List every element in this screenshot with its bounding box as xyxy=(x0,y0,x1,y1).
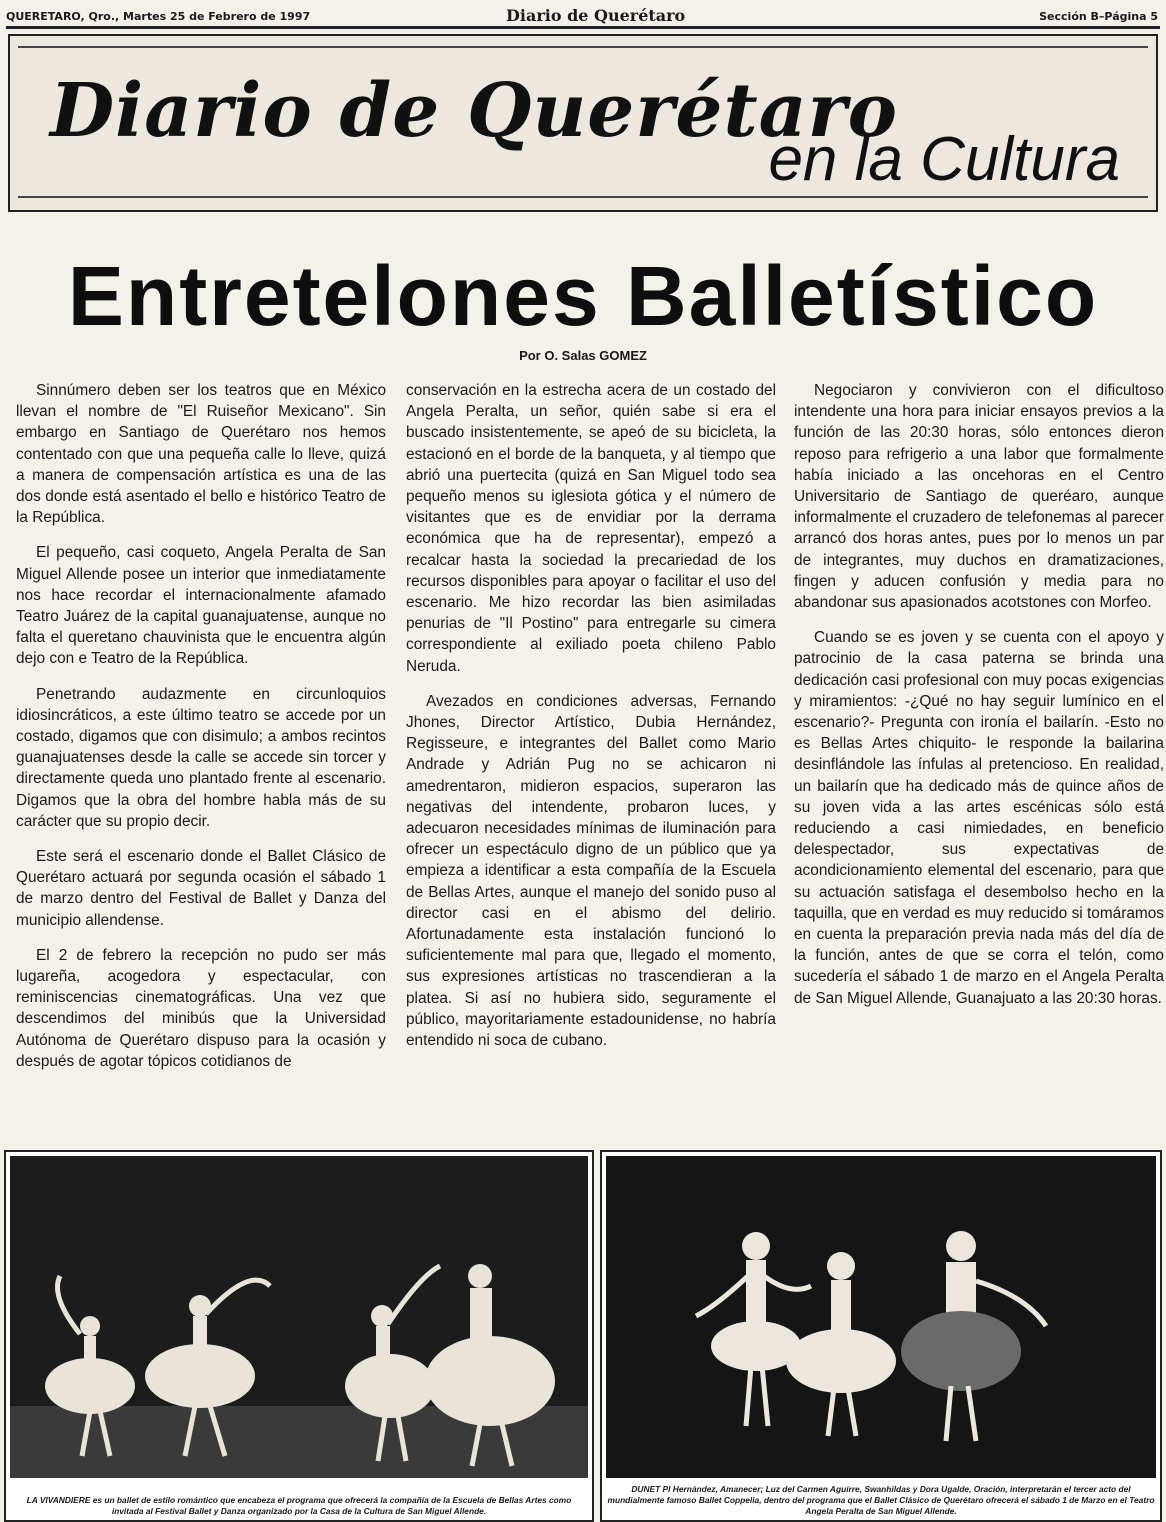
location-date: QUERETARO, Qro., Martes 25 de Febrero de 1997 xyxy=(6,10,311,23)
photo-vivandiere xyxy=(4,1150,594,1522)
photo-coppelia xyxy=(600,1150,1162,1522)
paragraph: El pequeño, casi coqueto, Angela Peralta de San Miguel Allende posee un interior que inmediatamente nos hace recordar el internacionalmente afamado Teatro Juárez de la capital guanajuatense, aunque no falta el queretano chauvinista que le encuentra algún dejo con e Teatro de la República. xyxy=(16,544,386,668)
article-column-2 xyxy=(406,380,776,1065)
paragraph: Sinnúmero deben ser los teatros que en México llevan el nombre de "El Ruiseñor Mexicano". Sin embargo en Santiago de Querétaro nos hemos contentado con que una pequeña calle lo lleve, quizá a manera de compensación artística es una de las dos donde está asentado el bello e histórico Teatro de la República. xyxy=(16,382,386,527)
headline: Entretelones Balletístico xyxy=(67,249,1099,343)
page-header xyxy=(6,6,1160,28)
article-column-3 xyxy=(794,380,1164,1023)
section-page: Sección B–Página 5 xyxy=(1039,10,1158,23)
paragraph: Avezados en condiciones adversas, Fernando Jhones, Director Artístico, Dubia Hernández, Regisseure, e integrantes del Ballet como Mario Andrade y Adrián Pug no se achicaron ni amedrentaron, midieron espacios, superaron las negativas del intendente, probaron luces, y adecuaron necesidades mínimas de iluminación para ofrecer un espectáculo digno de un público que ya empieza a identificar a esta compañía de la Escuela de Bellas Artes, aunque el manejo del sonido puso al director casi en el abismo del delirio. Afortunadamente esta instalación funcionó lo suficientemente mal para que, llegado el momento, sus expresiones artísticas no trascendieran a la platea. Si así no hubiera sido, seguramente el público, mayoritariamente estadounidense, no habría entendido ni soca de cubano. xyxy=(406,692,776,1050)
masthead-rule-top xyxy=(18,46,1148,48)
paragraph: Cuando se es joven y se cuenta con el apoyo y patrocinio de la casa paterna se brinda una dedicación casi profesional con muy pocas exigencias y miramientos: -¿Qué no hay seguir lumínico en el escenario?- Pregunta con ironía el bailarín. -Esto no es Bellas Artes chiquito- le responde la bailarina desinflándole las ínfulas al pretencioso. En realidad, un bailarín que ha dedicado más de quince años de su joven vida a las artes escénicas sólo está reduciendo a casi nimiedades, en beneficio delespectador, sus expectativas de acondicionamiento elemental del escenario, para que su actuación satisfaga el desembolso hecho en la taquilla, que en verdad es muy reducido si tomáramos en cuenta la preparación previa nada más del día de la función, antes de que se corra el telón, como sucedería el sábado 1 de marzo en el Angela Peralta de San Miguel Allende, Guanajuato a las 20:30 horas. xyxy=(794,629,1164,1007)
paragraph: Penetrando audazmente en circunloquios idiosincráticos, a este último teatro se accede por un costado, digamos que con disimulo; a ambos recintos guanajuatenses desde la calle se accede sin torcer y directamente queda uno plantado frente al escenario. Digamos que la obra del hombre habla más de su carácter que su propio decir. xyxy=(16,685,386,830)
photo-caption-right: DUNET PI Hernández, Amanecer; Luz del Carmen Aguirre, Swanhildas y Dora Ugalde, Oración, interpretarán el tercer acto del mundialmente famoso Ballet Coppelia, dentro del programa que el Ballet Clásico de Querétaro ofrecerá el sábado 1 de Marzo en el Teatro Angela Peralta de San Miguel Allende. xyxy=(607,1484,1155,1516)
article-column-1 xyxy=(16,380,386,1086)
masthead-rule-bottom xyxy=(18,196,1148,198)
paragraph: Este será el escenario donde el Ballet Clásico de Querétaro actuará por segunda ocasión el sábado 1 de marzo dentro del Festival de Ballet y Danza del municipio allendense. xyxy=(16,848,386,929)
photo-caption-left: LA VIVANDIERE es un ballet de estilo romántico que encabeza el programa que ofrecerá la compañía de la Escuela de Bellas Artes como invitada al Festival Ballet y Danza organizado por la Casa de la Cultura de San Miguel Allende. xyxy=(26,1495,572,1516)
paragraph: El 2 de febrero la recepción no pudo ser más lugareña, acogedora y espectacular, con reminiscencias cinematográficas. Una vez que descendimos del minibús que la Universidad Autónoma de Querétaro dispuso para la ocasión y después de agotar tópicos cotidianos de xyxy=(16,946,386,1070)
ballet-photo-right xyxy=(606,1156,1156,1478)
paragraph: Negociaron y convivieron con el dificultoso intendente una hora para iniciar ensayos previos a la función de las 20:30 horas, sólo entonces dieron reposo para refrigerio a una labor que formalmente había iniciado a las oncehoras en el Centro Universitario de Santiago de queréaro, aunque informalmente el cruzadero de telefonemas al parecer arrancó dos horas antes, pues por lo menos un par de integrantes, muy duchos en dramatizaciones, fingen y aducen confusión y media para no abandonar sus apasionados acotstones con Morfeo. xyxy=(794,382,1164,612)
paragraph: conservación en la estrecha acera de un costado del Angela Peralta, un señor, quién sabe si era el buscado insistentemente, se apeó de su bicicleta, la estacionó en el borde de la banqueta, y al tiempo que abrió una puertecita (quizá en San Miguel todo sea pequeño menos su iglesiota gótica y el número de visitantes que es de envidiar por la derrama económica que ha de representar), empezó a recalcar hasta la sociedad la precariedad de los recursos disponibles para apoyar o facilitar el uso del escenario. Me hizo recordar las bien asimiladas penurias de "Il Postino" para entregarle su cimera correspondiente al exiliado poeta chileno Pablo Neruda. xyxy=(406,382,776,675)
masthead-paper-name: Diario de Querétaro xyxy=(50,68,898,154)
paper-name-small: Diario de Querétaro xyxy=(506,6,686,25)
photo-section xyxy=(0,1150,1166,1522)
masthead-section-name: en la Cultura xyxy=(768,125,1120,194)
byline: Por O. Salas GOMEZ xyxy=(519,348,647,363)
ballet-photo-left xyxy=(10,1156,588,1478)
header-rule xyxy=(6,26,1160,29)
article xyxy=(0,220,1166,1130)
masthead xyxy=(8,34,1158,212)
